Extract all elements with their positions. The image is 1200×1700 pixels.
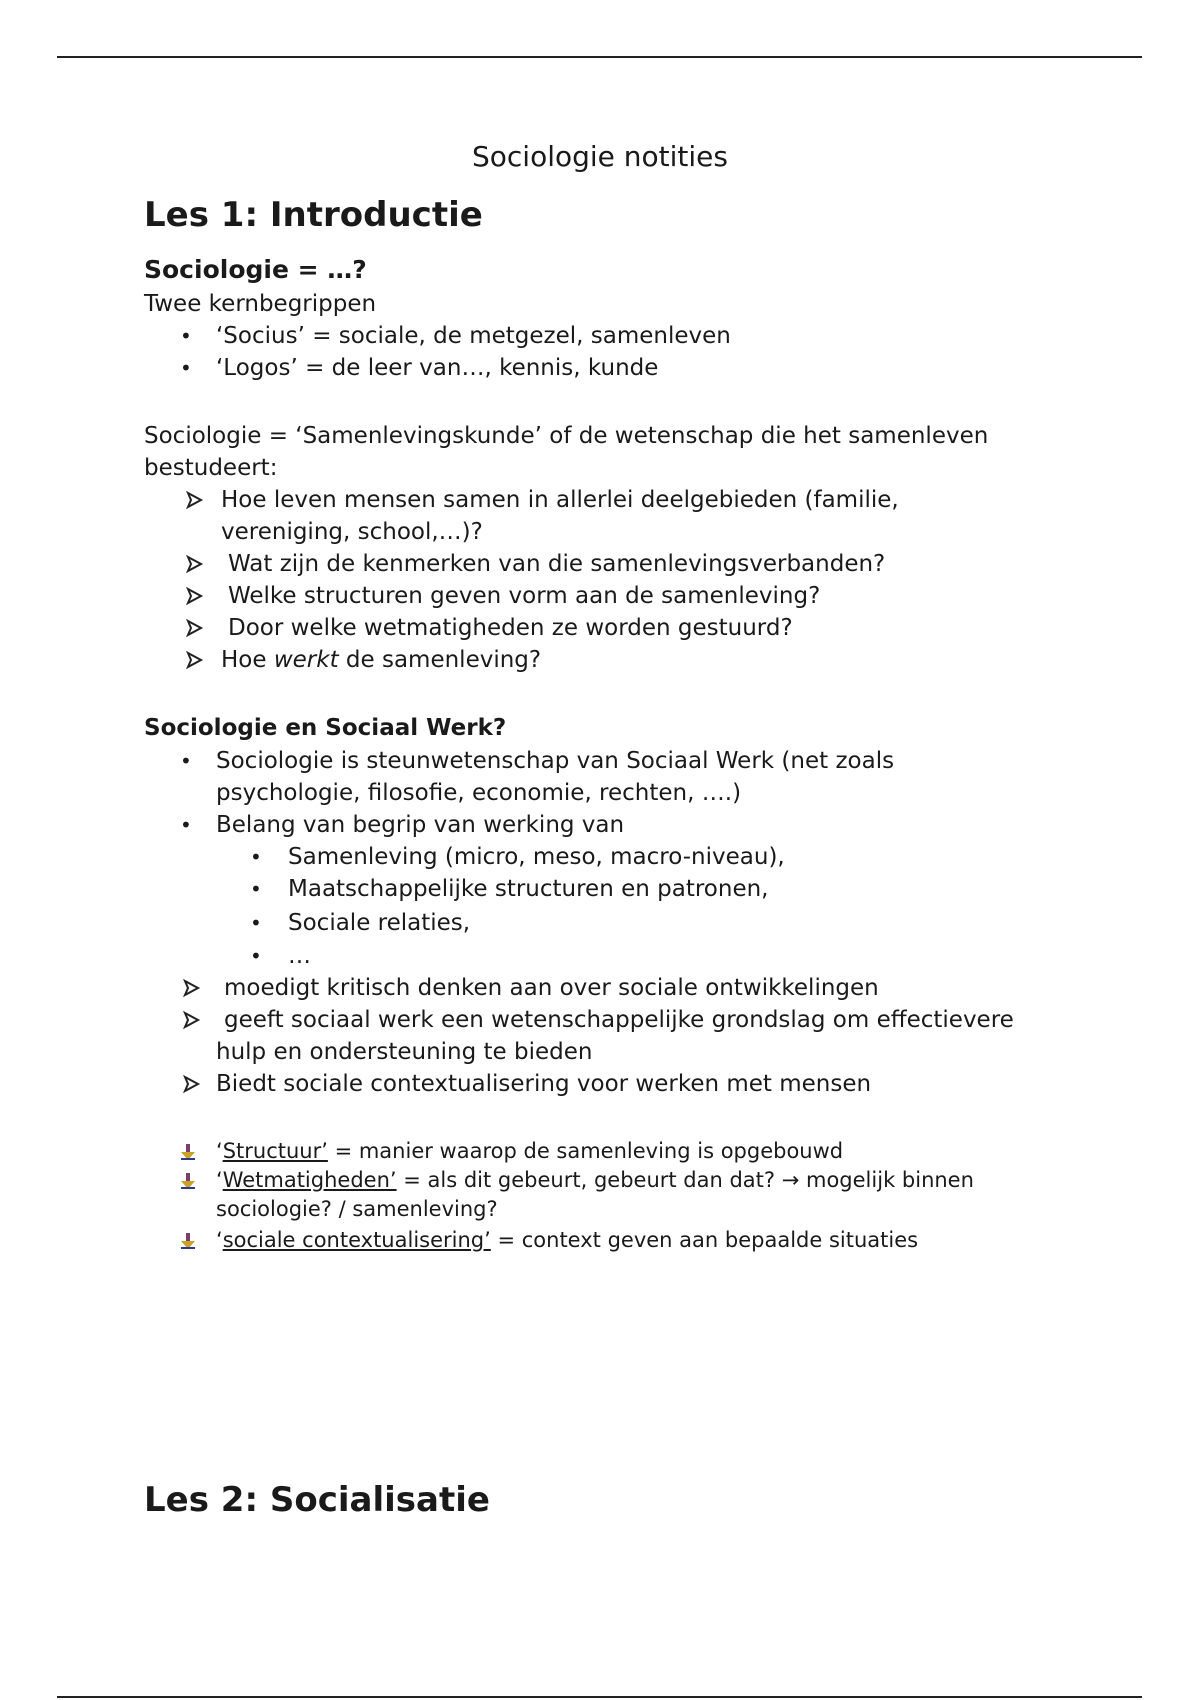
bullet-dot-icon: • — [180, 813, 192, 837]
definition-line-1: Sociologie = ‘Samenlevingskunde’ of de wetenschap die het samenleven — [144, 423, 989, 449]
list-item: Welke structuren geven vorm aan de samenleving? — [228, 580, 820, 612]
list-item: Door welke wetmatigheden ze worden gestuurd? — [228, 612, 793, 644]
arrow-down-color-icon — [180, 1143, 196, 1161]
list-item: moedigt kritisch denken aan over sociale ontwikkelingen — [224, 972, 879, 1004]
list-item-continuation: vereniging, school,…)? — [221, 519, 483, 545]
arrow-bullet-icon — [182, 1010, 202, 1030]
arrow-bullet-icon — [185, 490, 205, 510]
list-item: Hoe werkt de samenleving? — [221, 644, 541, 676]
arrow-bullet-icon — [182, 978, 202, 998]
list-item: Hoe leven mensen samen in allerlei deelgebieden (familie, — [221, 484, 899, 516]
list-item: • Sociologie is steunwetenschap van Sociaal Werk (net zoals — [216, 745, 894, 777]
top-rule — [57, 56, 1142, 58]
bullet-dot-icon: • — [180, 324, 192, 348]
lesson-1-heading: Les 1: Introductie — [144, 195, 483, 235]
sub-list-item: • Sociale relaties, — [288, 907, 470, 939]
intro-text: Twee kernbegrippen — [144, 291, 377, 317]
bullet-dot-icon: • — [180, 749, 192, 773]
arrow-down-color-icon — [180, 1172, 196, 1190]
list-item: • Belang van begrip van werking van — [216, 809, 624, 841]
arrow-bullet-icon — [185, 586, 205, 606]
arrow-bullet-icon — [185, 618, 205, 638]
definition-line-2: bestudeert: — [144, 455, 278, 481]
arrow-bullet-icon — [185, 650, 205, 670]
sub-list-item: • Samenleving (micro, meso, macro-niveau), — [288, 841, 785, 873]
sub-list-item: • … — [288, 940, 311, 972]
sub-list-item: • Maatschappelijke structuren en patronen, — [288, 873, 768, 905]
document-title: Sociologie notities — [471, 140, 728, 173]
list-item: geeft sociaal werk een wetenschappelijke grondslag om effectievere — [224, 1004, 1014, 1036]
list-item: Wat zijn de kenmerken van die samenlevingsverbanden? — [228, 548, 885, 580]
arrow-bullet-icon — [182, 1074, 202, 1094]
section-sociaal-werk-heading: Sociologie en Sociaal Werk? — [144, 715, 507, 741]
list-item: • ‘Socius’ = sociale, de metgezel, samenleven — [216, 320, 731, 352]
bottom-rule — [57, 1696, 1142, 1698]
bullet-dot-icon: • — [250, 877, 262, 901]
arrow-bullet-icon — [185, 554, 205, 574]
term-item: ‘Wetmatigheden’ = als dit gebeurt, gebeurt dan dat? → mogelijk binnen — [216, 1166, 974, 1195]
bullet-dot-icon: • — [250, 911, 262, 935]
list-item-continuation: hulp en ondersteuning te bieden — [216, 1039, 593, 1065]
list-item-continuation: psychologie, filosofie, economie, rechten, ….) — [216, 780, 742, 806]
term-item: ‘sociale contextualisering’ = context geven aan bepaalde situaties — [216, 1226, 918, 1255]
list-item: • ‘Logos’ = de leer van…, kennis, kunde — [216, 352, 658, 384]
bullet-dot-icon: • — [250, 944, 262, 968]
section-sociologie-heading: Sociologie = …? — [144, 255, 367, 284]
list-item: Biedt sociale contextualisering voor werken met mensen — [216, 1068, 871, 1100]
arrow-down-color-icon — [180, 1232, 196, 1250]
lesson-2-heading: Les 2: Socialisatie — [144, 1480, 490, 1520]
term-item: ‘Structuur’ = manier waarop de samenleving is opgebouwd — [216, 1137, 843, 1166]
bullet-dot-icon: • — [250, 845, 262, 869]
bullet-dot-icon: • — [180, 356, 192, 380]
term-item-continuation: sociologie? / samenleving? — [216, 1197, 498, 1221]
